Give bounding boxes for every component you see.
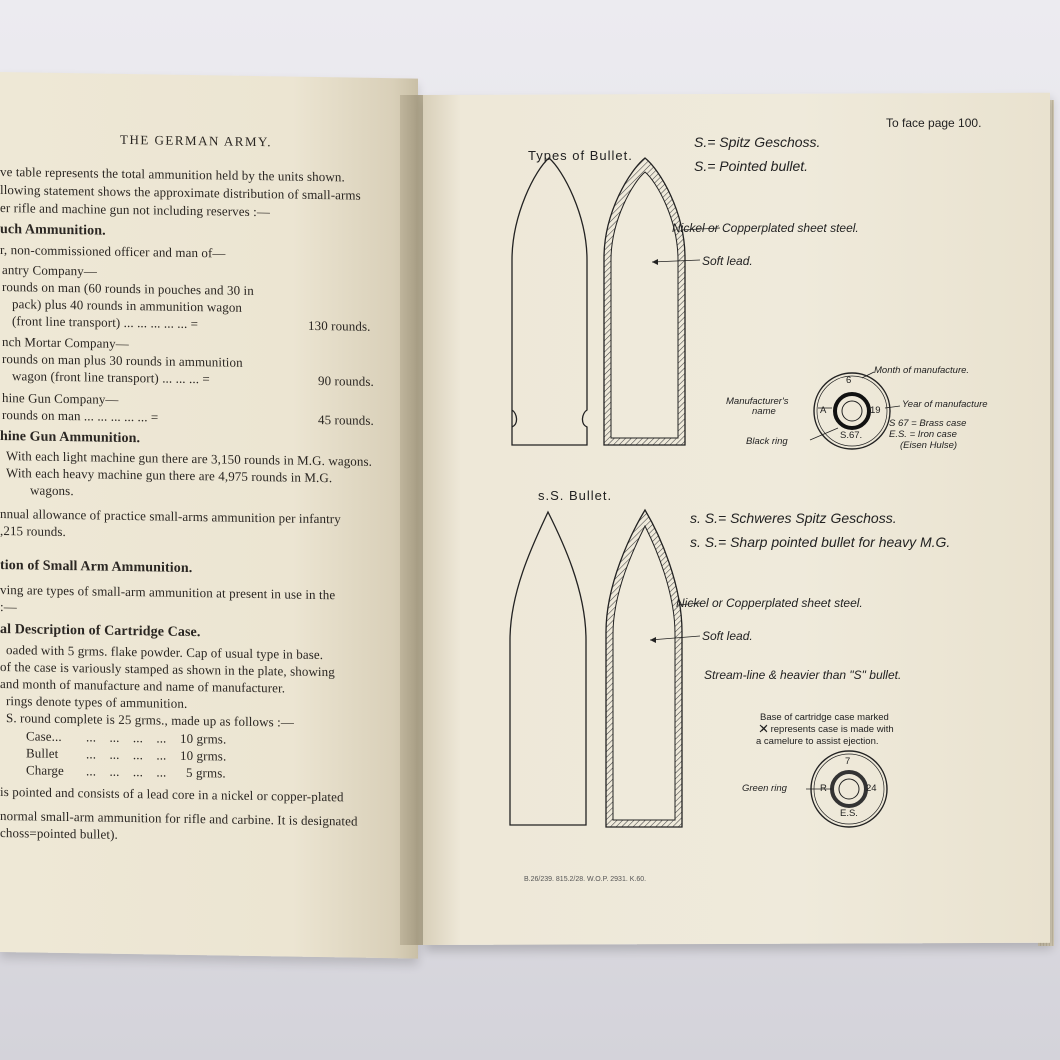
headstamp-maker: A <box>820 405 827 416</box>
text-line: With each light machine gun there are 3,150 rounds in M.G. wagons. <box>6 448 373 469</box>
text-line: llowing statement shows the approximate distribution of small-arms <box>0 182 361 203</box>
ss-definition: s. S.= Sharp pointed bullet for heavy M.G. <box>690 534 951 550</box>
headstamp2-left: R <box>820 783 827 794</box>
text-line: wagons. <box>30 482 74 499</box>
iron-label: E.S. = Iron case <box>889 429 957 440</box>
total-value: 130 rounds. <box>308 317 371 334</box>
text-line: ,215 rounds. <box>0 523 66 540</box>
page-header: THE GERMAN ARMY. <box>120 131 272 150</box>
maker-label: name <box>752 406 776 417</box>
text-line: ving are types of small-arm ammunition at present in use in the <box>0 582 336 603</box>
text-line: wagon (front line transport) ... ... ... = <box>12 368 210 387</box>
ss-bullet-outline <box>510 512 586 825</box>
dots: ... ... ... ... <box>86 729 167 746</box>
text-line: rounds on man plus 30 rounds in ammunition <box>2 351 243 370</box>
total-value: 45 rounds. <box>318 411 374 428</box>
dots: ... ... ... ... <box>86 763 167 780</box>
total-value: 90 rounds. <box>318 372 374 389</box>
text-line: With each heavy machine gun there are 4,975 rounds in M.G. <box>6 465 333 486</box>
headstamp2-bottom: E.S. <box>840 808 858 819</box>
s-definition: S.= Spitz Geschoss. <box>694 134 821 150</box>
text-line: and month of manufacture and name of manufacturer. <box>0 676 286 696</box>
text-line: S. round complete is 25 grms., made up as follows :— <box>6 710 294 730</box>
ss-title: s.S. Bullet. <box>538 488 613 503</box>
types-title: Types of Bullet. <box>528 148 633 163</box>
text-line: er rifle and machine gun not including reserves :— <box>0 200 270 220</box>
table-value: 5 grms. <box>186 764 226 781</box>
section-heading: hine Gun Ammunition. <box>0 429 141 447</box>
text-line: of the case is variously stamped as shown in the plate, showing <box>0 659 335 680</box>
text-line: antry Company— <box>2 262 97 279</box>
table-item: Case... <box>26 728 62 744</box>
text-line: oaded with 5 grms. flake powder. Cap of usual type in base. <box>6 642 324 663</box>
s-bullet-core <box>611 172 678 438</box>
stream-line-label: Stream-line & heavier than "S" bullet. <box>704 668 902 682</box>
text-line: rounds on man (60 rounds in pouches and 30 in <box>2 279 254 298</box>
text-line: r, non-commissioned officer and man of— <box>0 242 226 261</box>
s-bullet-outline <box>512 158 587 445</box>
table-value: 10 grms. <box>180 730 227 747</box>
iron-note: (Eisen Hulse) <box>900 440 958 451</box>
text-line: (front line transport) ... ... ... ... ... = <box>12 313 199 332</box>
headstamp-month: 6 <box>846 375 852 386</box>
text-line: hine Gun Company— <box>2 390 119 407</box>
base-note: Base of cartridge case marked <box>760 712 889 723</box>
footer-code: B.26/239. 815.2/28. W.O.P. 2931. K.60. <box>524 876 647 883</box>
ss-lead-label: Soft lead. <box>702 629 753 643</box>
face-page-label: To face page 100. <box>886 116 982 130</box>
text-line: :— <box>0 599 17 615</box>
brass-label: S 67 = Brass case <box>889 418 967 429</box>
ss-steel-label: Nickel or Copperplated sheet steel. <box>676 596 863 610</box>
text-line: nnual allowance of practice small-arms ammunition per infantry <box>0 506 341 527</box>
text-line: choss=pointed bullet). <box>0 825 118 842</box>
maker-label: Manufacturer's <box>726 396 789 407</box>
text-line: pack) plus 40 rounds in ammunition wagon <box>12 296 243 315</box>
headstamp2-right: 24 <box>866 783 877 794</box>
black-ring-label: Black ring <box>746 436 788 447</box>
year-label: Year of manufacture <box>902 399 988 410</box>
month-label: Month of manufacture. <box>874 365 970 376</box>
table-item: Charge <box>26 762 64 779</box>
s-lead-label: Soft lead. <box>702 254 753 268</box>
text-line: rings denote types of ammunition. <box>6 693 188 711</box>
text-line: ve table represents the total ammunition held by the units shown. <box>0 164 345 185</box>
headstamp2-top: 7 <box>845 756 851 767</box>
dots: ... ... ... ... <box>86 746 167 763</box>
ss-definition: s. S.= Schweres Spitz Geschoss. <box>690 510 897 526</box>
section-heading: tion of Small Arm Ammunition. <box>0 558 193 577</box>
headstamp-year: 19 <box>870 405 881 416</box>
section-heading: al Description of Cartridge Case. <box>0 622 201 641</box>
headstamp-case: S.67. <box>840 430 863 441</box>
text-line: nch Mortar Company— <box>2 334 129 352</box>
base-note: ✕ represents case is made with <box>760 724 894 735</box>
section-heading: uch Ammunition. <box>0 222 106 239</box>
text-line: rounds on man ... ... ... ... ... = <box>2 407 159 425</box>
s-definition: S.= Pointed bullet. <box>694 158 809 174</box>
text-line: normal small-arm ammunition for rifle and carbine. It is designated <box>0 808 358 829</box>
s-steel-label: Nickel or Copperplated sheet steel. <box>672 221 859 235</box>
text-line: is pointed and consists of a lead core in a nickel or copper-plated <box>0 784 344 805</box>
green-ring-label: Green ring <box>742 783 787 794</box>
base-note: a camelure to assist ejection. <box>756 736 879 747</box>
table-item: Bullet <box>26 745 59 761</box>
table-value: 10 grms. <box>180 747 227 764</box>
